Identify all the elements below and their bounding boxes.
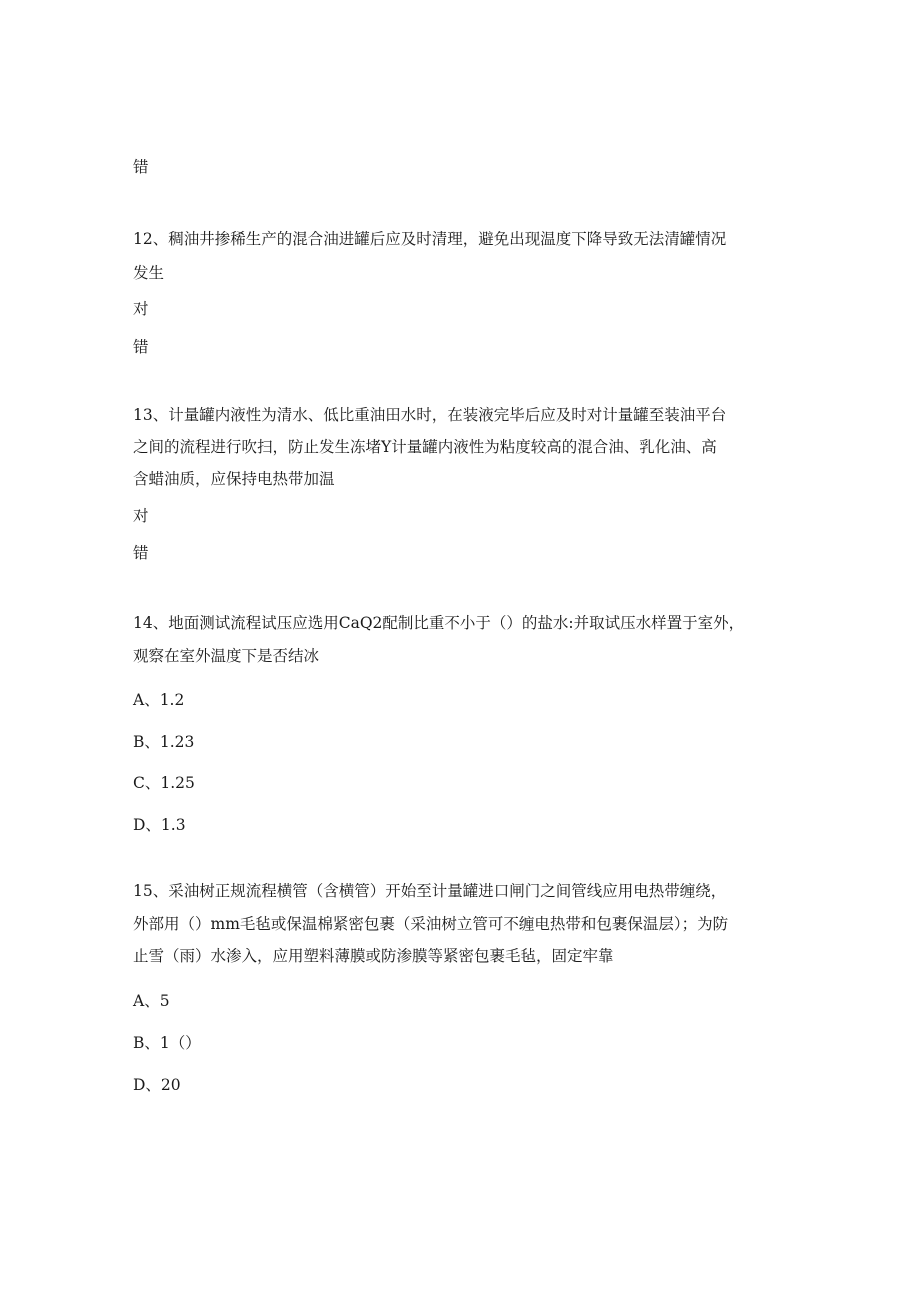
question-13-text-line-2: 之间的流程进行吹扫，防止发生冻堵Y计量罐内液性为粘度较高的混合油、乳化油、高 bbox=[133, 438, 717, 456]
question-15-text-line-3: 止雪（雨）水渗入，应用塑料薄膜或防渗膜等紧密包裹毛毡，固定牢靠 bbox=[133, 947, 614, 965]
question-15-option-b: B、1（） bbox=[133, 1034, 201, 1052]
question-14-option-a: A、1.2 bbox=[133, 691, 185, 709]
question-12-text-line-2: 发生 bbox=[133, 264, 165, 282]
question-14-option-b: B、1.23 bbox=[133, 733, 195, 751]
question-13-option-true: 对 bbox=[133, 507, 149, 525]
question-12-text-line-1: 12、稠油井掺稀生产的混合油进罐后应及时清理，避免出现温度下降导致无法清罐情况 bbox=[133, 230, 727, 248]
question-14-option-d: D、1.3 bbox=[133, 816, 186, 834]
question-13-text-line-1: 13、计量罐内液性为清水、低比重油田水时，在装液完毕后应及时对计量罐至装油平台 bbox=[133, 406, 727, 424]
question-14-text-line-2: 观察在室外温度下是否结冰 bbox=[133, 647, 320, 665]
question-15-option-a: A、5 bbox=[133, 992, 170, 1010]
question-14-option-c: C、1.25 bbox=[133, 774, 195, 792]
question-13-text-line-3: 含蜡油质，应保持电热带加温 bbox=[133, 470, 335, 488]
question-13-option-false: 错 bbox=[133, 544, 149, 562]
question-14-text-line-1: 14、地面测试流程试压应选用CaQ2配制比重不小于（）的盐水:并取试压水样置于室外， bbox=[133, 614, 745, 632]
question-15-option-d: D、20 bbox=[133, 1076, 181, 1094]
question-15-text-line-1: 15、采油树正规流程横管（含横管）开始至计量罐进口闸门之间管线应用电热带缠绕， bbox=[133, 882, 727, 900]
question-15-text-line-2: 外部用（）mm毛毡或保温棉紧密包裹（采油树立管可不缠电热带和包裹保温层）；为防 bbox=[133, 915, 729, 933]
prev-question-option-false: 错 bbox=[133, 158, 149, 176]
question-12-option-true: 对 bbox=[133, 300, 149, 318]
question-12-option-false: 错 bbox=[133, 338, 149, 356]
